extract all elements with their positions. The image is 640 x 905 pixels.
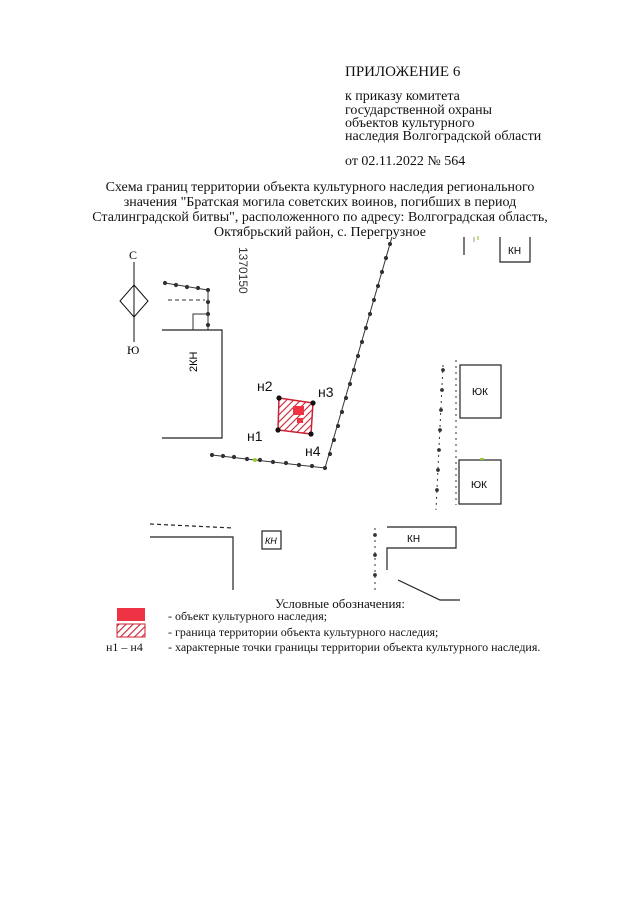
order-line-1: к приказу комитета bbox=[345, 89, 460, 104]
building-yuk-1-label: ЮК bbox=[472, 387, 488, 398]
title-line-1: Схема границ территории объекта культурного наследия регионального bbox=[105, 180, 535, 195]
compass-north: С bbox=[129, 248, 138, 262]
legend-title: Условные обозначения: bbox=[274, 596, 406, 611]
heritage-territory bbox=[275, 395, 315, 436]
compass-south: Ю bbox=[127, 343, 140, 357]
legend-boundary-label: - граница территории объекта культурного наследия; bbox=[168, 625, 439, 639]
marker-dot bbox=[253, 458, 257, 462]
point-n3-label: н3 bbox=[318, 384, 334, 400]
building-2kn bbox=[162, 330, 222, 438]
point-n1-label: н1 bbox=[247, 428, 263, 444]
building-kn-top-label: КН bbox=[508, 246, 522, 257]
legend-boundary-swatch bbox=[117, 624, 145, 637]
order-line-3: объектов культурного bbox=[345, 116, 475, 131]
point-n4-marker bbox=[308, 431, 313, 436]
order-date: от 02.11.2022 № 564 bbox=[345, 154, 466, 169]
title-line-2: значения "Братская могила советских воинов, погибших в период bbox=[123, 195, 517, 210]
point-n4-label: н4 bbox=[305, 443, 321, 459]
legend-points-label: - характерные точки границы территории объекта культурного наследия. bbox=[168, 640, 541, 654]
building-kn-small-label: КН bbox=[265, 536, 277, 546]
legend-points-symbol: н1 – н4 bbox=[106, 640, 143, 654]
building-kn-bottom-right bbox=[387, 527, 456, 570]
point-n3-marker bbox=[310, 400, 315, 405]
cadastral-number: 1370150 bbox=[236, 247, 250, 294]
building-yuk-1 bbox=[460, 365, 501, 418]
title-line-3: Сталинградской битвы", расположенного по адресу: Волгоградская область, bbox=[92, 210, 548, 225]
point-n2-marker bbox=[276, 395, 281, 400]
appendix-title: ПРИЛОЖЕНИЕ 6 bbox=[345, 64, 461, 80]
building-kn-bottom-right-label: КН bbox=[407, 534, 421, 545]
building-yuk-2 bbox=[459, 459, 501, 504]
building-yuk-2-label: ЮК bbox=[471, 480, 487, 491]
title-line-4: Октябрьский район, с. Перегрузное bbox=[213, 225, 427, 240]
fence-top-left bbox=[163, 281, 209, 326]
building-kn-small bbox=[262, 531, 281, 549]
legend-object-label: - объект культурного наследия; bbox=[168, 609, 328, 623]
structures-bottom-left bbox=[150, 524, 233, 590]
fence-right bbox=[436, 360, 456, 510]
heritage-object bbox=[293, 406, 304, 415]
small-structure bbox=[193, 314, 208, 330]
compass-icon bbox=[120, 248, 148, 357]
point-n1-marker bbox=[275, 427, 280, 432]
building-2kn-label: 2КН bbox=[188, 351, 200, 372]
point-n2-label: н2 bbox=[257, 378, 273, 394]
order-line-2: государственной охраны bbox=[345, 103, 493, 118]
order-line-4: наследия Волгоградской области bbox=[345, 129, 542, 144]
